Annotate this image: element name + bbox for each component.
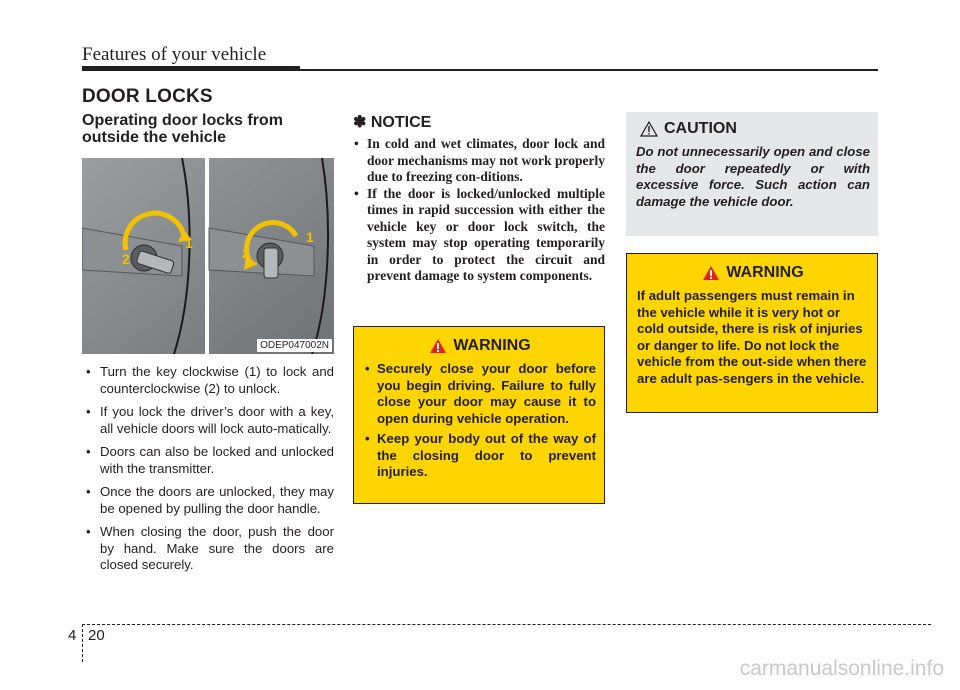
watermark: carmanualsonline.info: [739, 657, 944, 680]
list-item: • Turn the key clockwise (1) to lock and counterclockwise (2) to unlock.: [82, 364, 334, 397]
caution-text: Do not unnecessarily open and close the door repeatedly or with excessive force. Such action can damage the vehicle door.: [636, 144, 870, 209]
warning-triangle-icon: [429, 338, 447, 354]
warning-list: [364, 361, 596, 481]
list-item: • If the door is locked/unlocked multiple times in rapid succession with either the vehicle key or door lock switch, the system may stop operating temporarily in order to protect the circuit and prevent damage to system components.: [353, 186, 605, 285]
section-title: DOOR LOCKS: [82, 86, 213, 107]
list-item: • Doors can also be locked and unlocked with the transmitter.: [82, 444, 334, 477]
figure-label-2-right: 2: [242, 245, 250, 261]
list-item: • In cold and wet climates, door lock and door mechanisms may not work properly due to freezing con-ditions.: [353, 136, 605, 186]
caution-title-text: CAUTION: [664, 120, 737, 137]
list-item: • If you lock the driver’s door with a key, all vehicle doors will lock auto-matically.: [82, 404, 334, 437]
subheading: Operating door locks from outside the vehicle: [82, 112, 283, 146]
header-rule-thin: [300, 69, 878, 71]
figure-code: ODEP047002N: [257, 339, 332, 352]
page-number: 20: [88, 627, 105, 644]
door-key-illustration: [82, 158, 334, 354]
warning-triangle-icon: [702, 265, 720, 281]
warning-box-1: [353, 326, 605, 504]
door-lock-figure: [82, 158, 334, 354]
list-item: • Securely close your door before you begin driving. Failure to fully close your door may cause it to open during vehicle operation.: [364, 361, 596, 427]
list-item: • Keep your body out of the way of the closing door to prevent injuries.: [364, 431, 596, 481]
list-item: • When closing the door, push the door by hand. Make sure the doors are closed securely.: [82, 524, 334, 574]
warning-title: [364, 337, 596, 355]
figure-label-1-right: 1: [306, 229, 314, 245]
chapter-number: 4: [68, 627, 77, 644]
footer-divider: [82, 624, 83, 662]
header-title: Features of your vehicle: [82, 44, 267, 65]
notice-title: ✽ NOTICE: [353, 114, 432, 131]
warning-title-text: WARNING: [726, 264, 804, 281]
warning-title-text: WARNING: [453, 337, 531, 354]
warning-text: If adult passengers must remain in the vehicle while it is very hot or cold outside, there is risk of injuries or danger to life. Do not lock the vehicle from the out-side when there are adult pas-sengers in the vehicle.: [637, 288, 867, 386]
caution-title: [636, 120, 870, 138]
column-2: [353, 112, 605, 285]
column-1: [82, 112, 334, 581]
caution-triangle-icon: [640, 121, 658, 137]
figure-label-2-left: 2: [122, 251, 130, 267]
instruction-list: [82, 364, 334, 574]
footer-rule: [82, 624, 931, 625]
caution-box: [626, 112, 878, 236]
list-item: • Once the doors are unlocked, they may be opened by pulling the door handle.: [82, 484, 334, 517]
header-rule-thick: [82, 66, 300, 71]
warning-title: [637, 264, 869, 282]
figure-label-1-left: 1: [185, 235, 193, 251]
notice-list: [353, 136, 605, 285]
warning-box-2: [626, 253, 878, 413]
